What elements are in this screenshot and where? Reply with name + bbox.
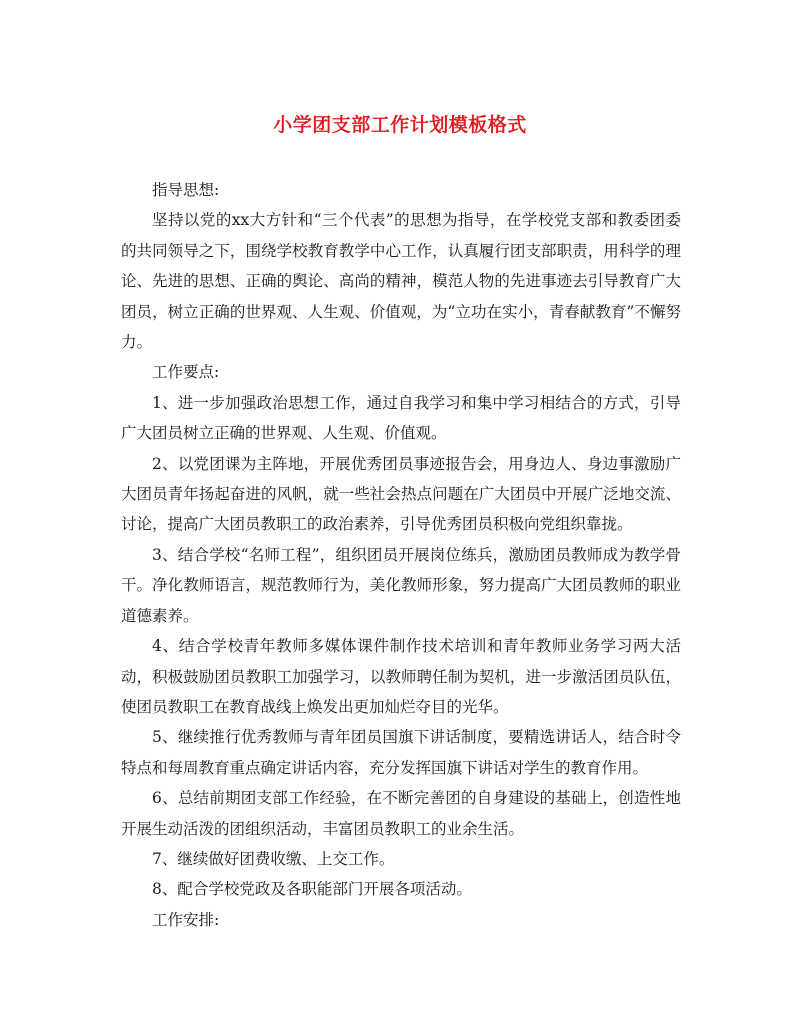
paragraph: 工作要点:: [152, 363, 220, 382]
document-title: 小学团支部工作计划模板格式: [273, 114, 527, 136]
paragraph: 坚持以党的xx大方针和“三个代表”的思想为指导，在学校党支部和教委团委的共同领导之下，围绕学校教育教学中心工作，认真履行团支部职责，用科学的理论、先进的思想、正确的舆论、高尚的精神，模范人物的先进事迹去引导教育广大团员，树立正确的世界观、人生观、价值观，为“立功在实小，青春献教育”不懈努力。: [121, 211, 681, 352]
paragraph: 1、进一步加强政治思想工作，通过自我学习和集中学习相结合的方式，引导广大团员树立正确的世界观、人生观、价值观。: [121, 393, 681, 443]
paragraph: 指导思想:: [152, 181, 220, 199]
paragraph: 5、继续推行优秀教师与青年团员国旗下讲话制度，要精选讲话人，结合时令特点和每周教育重点确定讲话内容，充分发挥国旗下讲话对学生的教育作用。: [121, 728, 681, 777]
paragraph: 6、总结前期团支部工作经验，在不断完善团的自身建设的基础上，创造性地开展生动活泼的团组织活动，丰富团员教职工的业余生活。: [121, 789, 681, 838]
paragraph: 8、配合学校党政及各职能部门开展各项活动。: [152, 880, 472, 899]
paragraph: 工作安排:: [152, 910, 220, 929]
paragraph: 2、以党团课为主阵地，开展优秀团员事迹报告会，用身边人、身边事激励广大团员青年扬起奋进的风帆，就一些社会热点问题在广大团员中开展广泛地交流、讨论，提高广大团员教职工的政治素养，引导优秀团员积极向党组织靠拢。: [121, 454, 681, 534]
document-body: [121, 175, 681, 935]
paragraph: 3、结合学校“名师工程”，组织团员开展岗位练兵，激励团员教师成为教学骨干。净化教师语言，规范教师行为，美化教师形象，努力提高广大团员教师的职业道德素养。: [121, 545, 681, 625]
paragraph: 4、结合学校青年教师多媒体课件制作技术培训和青年教师业务学习两大活动，积极鼓励团员教职工加强学习，以教师聘任制为契机，进一步激活团员队伍，使团员教职工在教育战线上焕发出更加灿烂夺目的光华。: [121, 637, 681, 716]
paragraph: 7、继续做好团费收缴、上交工作。: [152, 849, 395, 868]
